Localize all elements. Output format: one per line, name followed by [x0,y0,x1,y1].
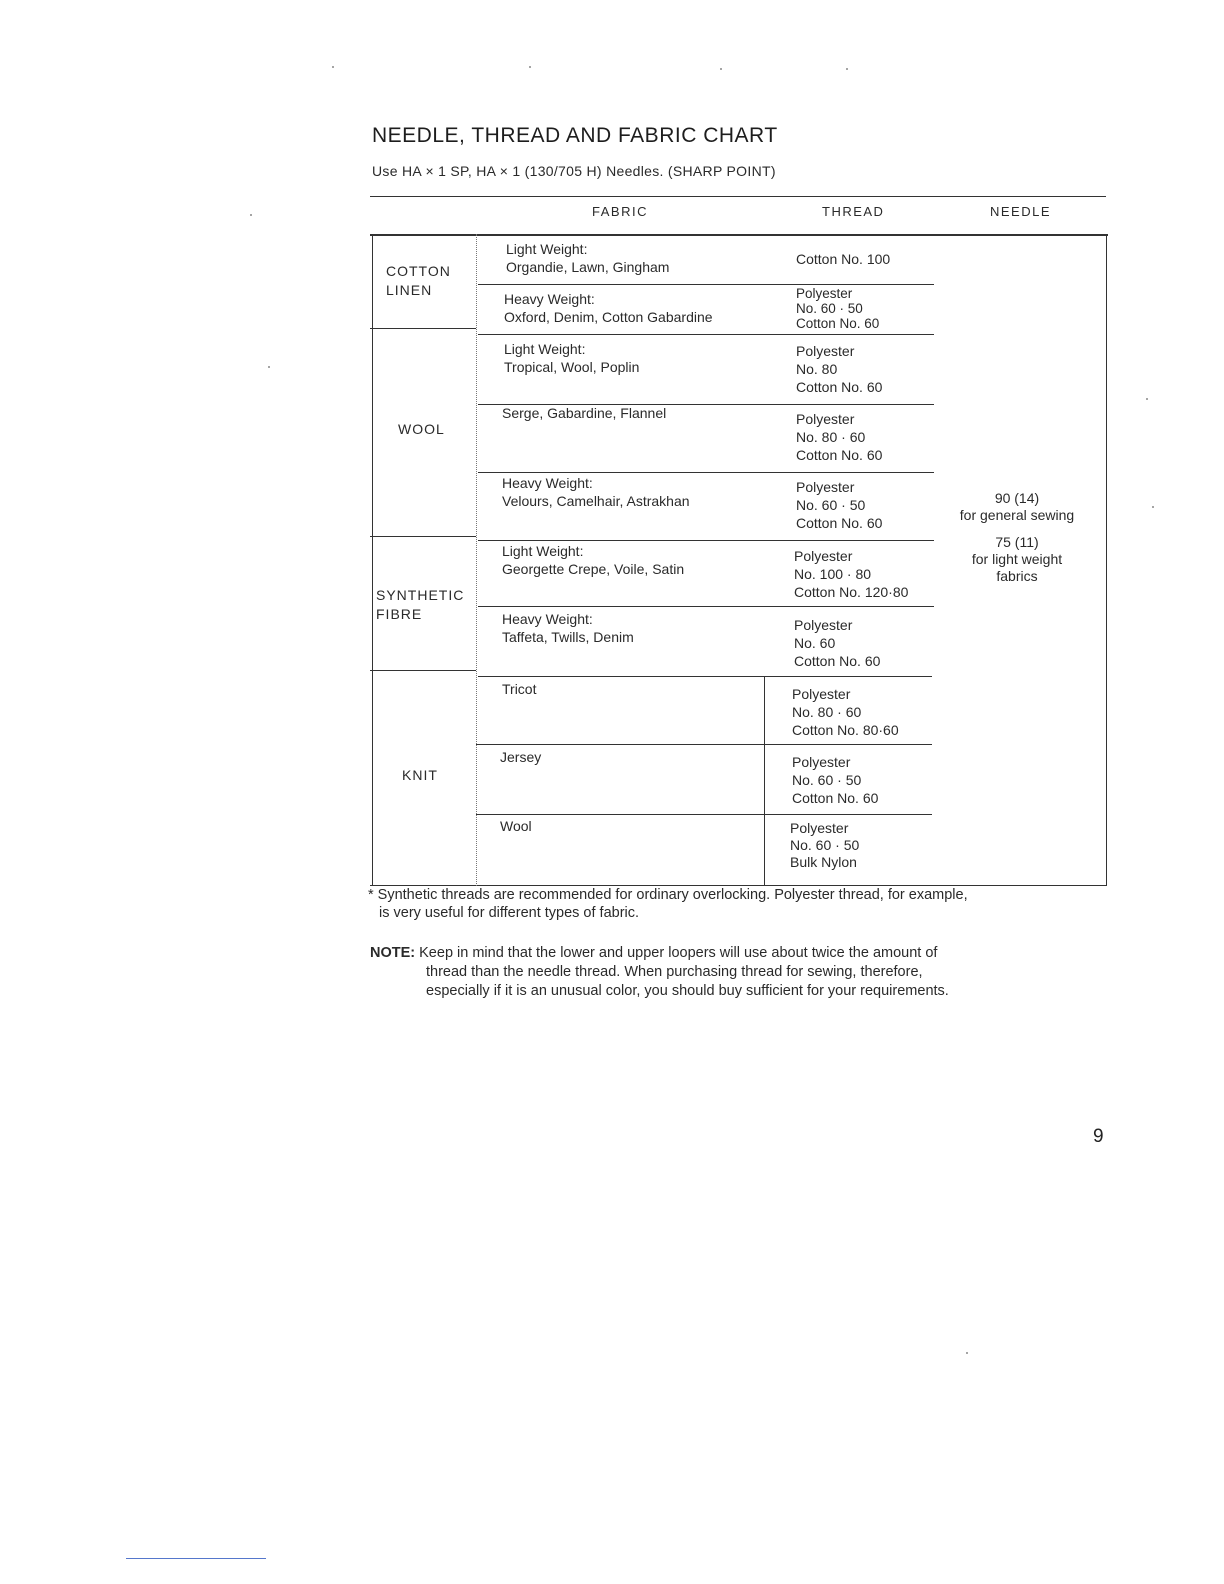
category-line: FIBRE [376,606,423,622]
category-separator [370,536,476,537]
thread-line: No. 60 · 50 [790,837,860,853]
page-title: NEEDLE, THREAD AND FABRIC CHART [372,124,778,147]
header-bottom-border [370,234,1108,236]
row-separator [476,744,932,745]
fabric-line: Heavy Weight: [504,291,595,307]
header-fabric: FABRIC [592,204,648,219]
thread-line: Polyester [796,286,853,301]
row-separator [478,606,934,607]
scan-speck [1152,506,1154,508]
row-separator [478,334,934,335]
fabric-cell [504,340,639,376]
header-needle: NEEDLE [990,204,1052,219]
thread-cell [792,753,878,807]
thread-line: Polyester [790,820,849,836]
row-separator [478,540,934,541]
fabric-line: Light Weight: [506,241,588,257]
fabric-line: Heavy Weight: [502,475,593,491]
table-top-border [370,196,1106,197]
category-line: COTTON [386,263,451,279]
fabric-line: Taffeta, Twills, Denim [502,629,634,645]
thread-line: Cotton No. 60 [796,447,883,463]
scan-speck [720,68,722,70]
thread-line: Polyester [792,754,851,770]
thread-cell [796,250,890,268]
category-line: SYNTHETIC [376,587,465,603]
thread-line: Cotton No. 60 [794,653,881,669]
thread-line: No. 80 · 60 [792,704,862,720]
fabric-line: Light Weight: [502,543,584,559]
fabric-cell [502,404,666,422]
note-line: especially if it is an unusual color, you should buy sufficient for your requirements. [426,983,949,999]
thread-line: Polyester [796,411,855,427]
fabric-cell [500,748,541,766]
page-number: 9 [1093,1126,1104,1147]
table-right-border [1106,234,1107,886]
needle-line: fabrics [996,568,1038,584]
needle-line: for light weight [971,551,1063,567]
thread-line: Cotton No. 120·80 [794,584,909,600]
fabric-line: Georgette Crepe, Voile, Satin [502,561,685,577]
row-separator [478,472,934,473]
scan-speck [966,1352,968,1354]
thread-line: Polyester [796,343,855,359]
thread-line: Polyester [796,479,855,495]
footnote-line: * Synthetic threads are recommended for ordinary overlocking. Polyester thread, for example, [368,887,968,903]
scan-speck [846,68,848,70]
thread-cell [796,342,882,396]
fabric-cell [500,817,532,835]
thread-line: Polyester [794,548,853,564]
table-left-border [372,234,373,886]
row-separator [478,676,932,677]
fabric-cell [506,240,669,276]
scan-edge-line [126,1558,266,1559]
row-separator [478,284,934,285]
footnote-line: is very useful for different types of fabric. [379,905,640,921]
thread-cell [796,286,879,331]
fabric-line: Velours, Camelhair, Astrakhan [502,493,690,509]
thread-line: No. 80 · 60 [796,429,866,445]
fabric-cell [502,474,690,510]
needle-line: 75 (11) [995,534,1039,550]
fabric-line: Jersey [500,749,542,765]
category-divider [476,234,477,886]
category-separator [370,670,476,671]
category-wool: WOOL [398,421,445,437]
fabric-line: Organdie, Lawn, Gingham [506,259,670,275]
thread-line: Polyester [794,617,853,633]
thread-line: Cotton No. 60 [792,790,879,806]
needle-instructions: Use HA × 1 SP, HA × 1 (130/705 H) Needles. (SHARP POINT) [372,163,776,179]
fabric-line: Wool [500,818,532,834]
thread-cell [792,685,899,739]
thread-line: No. 60 · 50 [792,772,862,788]
thread-line: No. 60 · 50 [796,497,866,513]
scan-speck [332,66,334,68]
fabric-line: Serge, Gabardine, Flannel [502,405,667,421]
thread-line: Polyester [792,686,851,702]
fabric-line: Heavy Weight: [502,611,593,627]
thread-cell [794,547,908,601]
thread-line: No. 60 · 50 [796,301,863,316]
note-label: NOTE: [370,945,416,961]
category-synthetic-fibre [376,586,464,624]
needle-thread-fabric-table [370,196,1106,886]
category-cotton-linen [386,262,451,300]
needle-recommendation [932,490,1102,585]
thread-line: Cotton No. 100 [796,251,891,267]
fabric-line: Oxford, Denim, Cotton Gabardine [504,309,713,325]
fabric-cell [504,290,713,326]
needle-line: for general sewing [959,507,1075,523]
note [370,944,1110,1001]
thread-cell [796,478,882,532]
scan-speck [268,366,270,368]
thread-line: Cotton No. 80·60 [792,722,899,738]
needle-line: 90 (14) [994,490,1040,506]
category-separator [370,328,476,329]
thread-divider [764,676,765,886]
thread-line: Bulk Nylon [790,854,857,870]
scan-speck [1146,398,1148,400]
note-line: Keep in mind that the lower and upper loopers will use about twice the amount of [419,945,938,961]
thread-line: Cotton No. 60 [796,515,883,531]
thread-cell [796,410,882,464]
fabric-line: Tricot [502,681,537,697]
thread-line: No. 60 [794,635,836,651]
thread-line: Cotton No. 60 [796,379,883,395]
category-line: LINEN [386,282,433,298]
fabric-cell [502,610,634,646]
row-separator [476,814,932,815]
note-line: thread than the needle thread. When purchasing thread for sewing, therefore, [426,964,923,980]
fabric-line: Light Weight: [504,341,586,357]
scan-speck [250,214,252,216]
category-knit: KNIT [402,767,438,783]
thread-line: Cotton No. 60 [796,316,880,331]
fabric-cell [502,680,536,698]
fabric-line: Tropical, Wool, Poplin [504,359,640,375]
thread-cell [794,616,880,670]
thread-cell [790,820,859,871]
scan-speck [529,66,531,68]
footnote [368,886,1108,922]
fabric-cell [502,542,684,578]
header-thread: THREAD [822,204,885,219]
thread-line: No. 100 · 80 [794,566,872,582]
thread-line: No. 80 [796,361,838,377]
